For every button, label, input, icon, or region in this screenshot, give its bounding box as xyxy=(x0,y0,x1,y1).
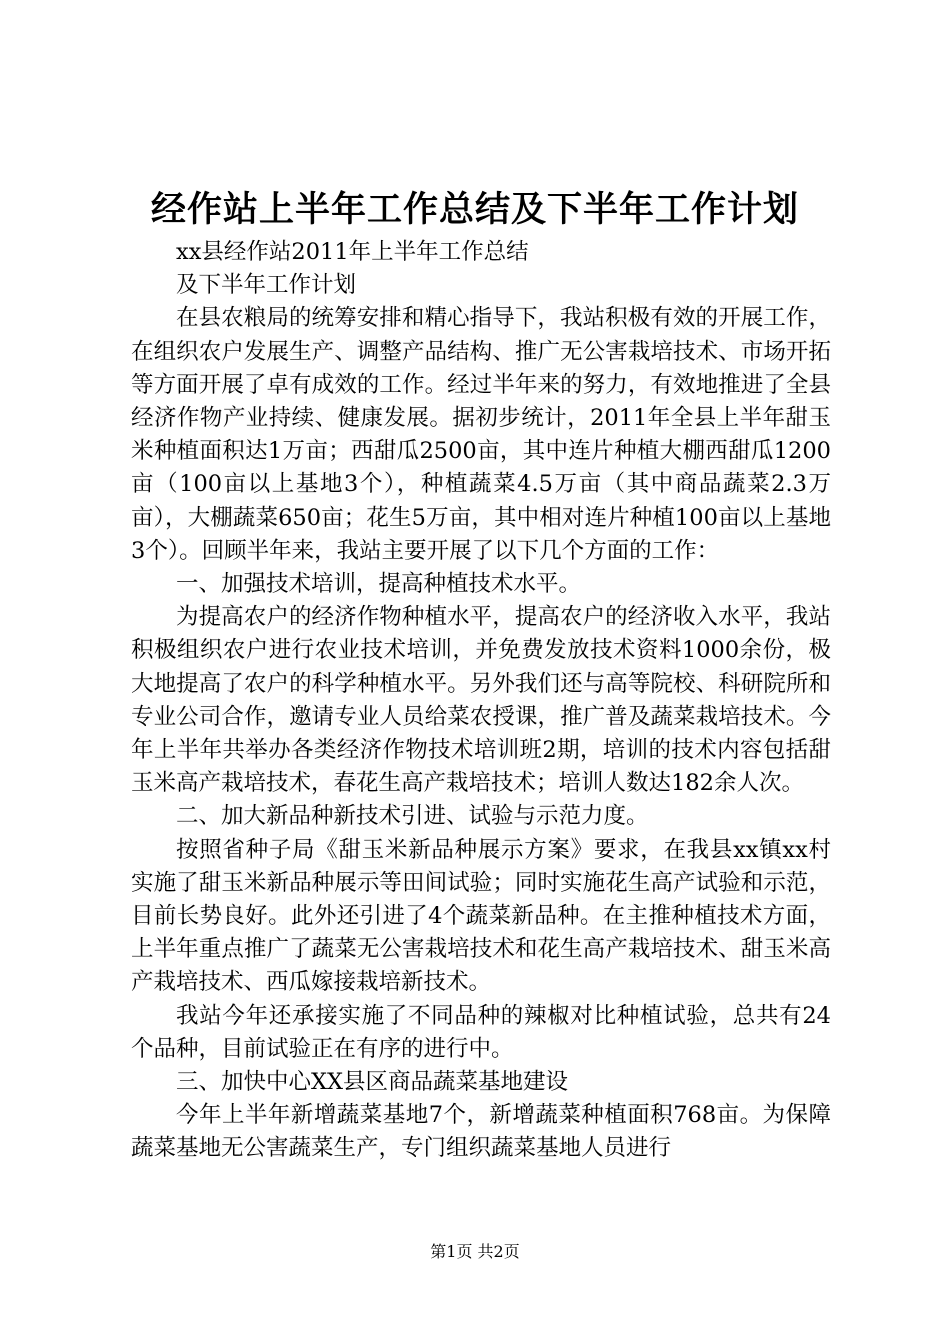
body-paragraph-intro: 在县农粮局的统筹安排和精心指导下，我站积极有效的开展工作，在组织农户发展生产、调整产品结构、推广无公害栽培技术、市场开拓等方面开展了卓有成效的工作。经过半年来的努力，有效地推进了全县经济作物产业持续、健康发展。据初步统计，2011年全县上半年甜玉米种植面积达1万亩；西甜瓜2500亩，其中连片种植大棚西甜瓜1200亩（100亩以上基地3个），种植蔬菜4.5万亩（其中商品蔬菜2.3万亩），大棚蔬菜650亩；花生5万亩，其中相对连片种植100亩以上基地3个）。回顾半年来，我站主要开展了以下几个方面的工作： xyxy=(131,305,831,564)
body-paragraph-training: 为提高农户的经济作物种植水平，提高农户的经济收入水平，我站积极组织农户进行农业技术培训，并免费发放技术资料1000余份，极大地提高了农户的科学种植水平。另外我们还与高等院校、科研院所和专业公司合作，邀请专业人员给菜农授课，推广普及蔬菜栽培技术。今年上半年共举办各类经济作物技术培训班2期，培训的技术内容包括甜玉米高产栽培技术，春花生高产栽培技术；培训人数达182余人次。 xyxy=(131,604,831,797)
body-paragraph-vegetable-base: 今年上半年新增蔬菜基地7个，新增蔬菜种植面积768亩。为保障蔬菜基地无公害蔬菜生产，专门组织蔬菜基地人员进行 xyxy=(131,1102,831,1162)
body-paragraph-pepper-trial: 我站今年还承接实施了不同品种的辣椒对比种植试验，总共有24个品种，目前试验正在有序的进行中。 xyxy=(131,1002,831,1062)
page-footer: 第1页 共2页 xyxy=(430,1242,520,1261)
section-heading-2: 二、加大新品种新技术引进、试验与示范力度。 xyxy=(176,803,649,830)
subtitle-line-1: xx县经作站2011年上半年工作总结 xyxy=(176,239,529,265)
document-body xyxy=(131,236,831,1166)
section-heading-3: 三、加快中心XX县区商品蔬菜基地建设 xyxy=(176,1069,569,1096)
section-heading-1: 一、加强技术培训，提高种植技术水平。 xyxy=(176,571,582,598)
subtitle-line-2: 及下半年工作计划 xyxy=(176,272,357,299)
body-paragraph-new-varieties: 按照省种子局《甜玉米新品种展示方案》要求，在我县xx镇xx村实施了甜玉米新品种展示等田间试验；同时实施花生高产试验和示范，目前长势良好。此外还引进了4个蔬菜新品种。在主推种植技术方面，上半年重点推广了蔬菜无公害栽培技术和花生高产栽培技术、甜玉米高产栽培技术、西瓜嫁接栽培新技术。 xyxy=(131,836,831,996)
document-title: 经作站上半年工作总结及下半年工作计划 xyxy=(150,189,799,230)
